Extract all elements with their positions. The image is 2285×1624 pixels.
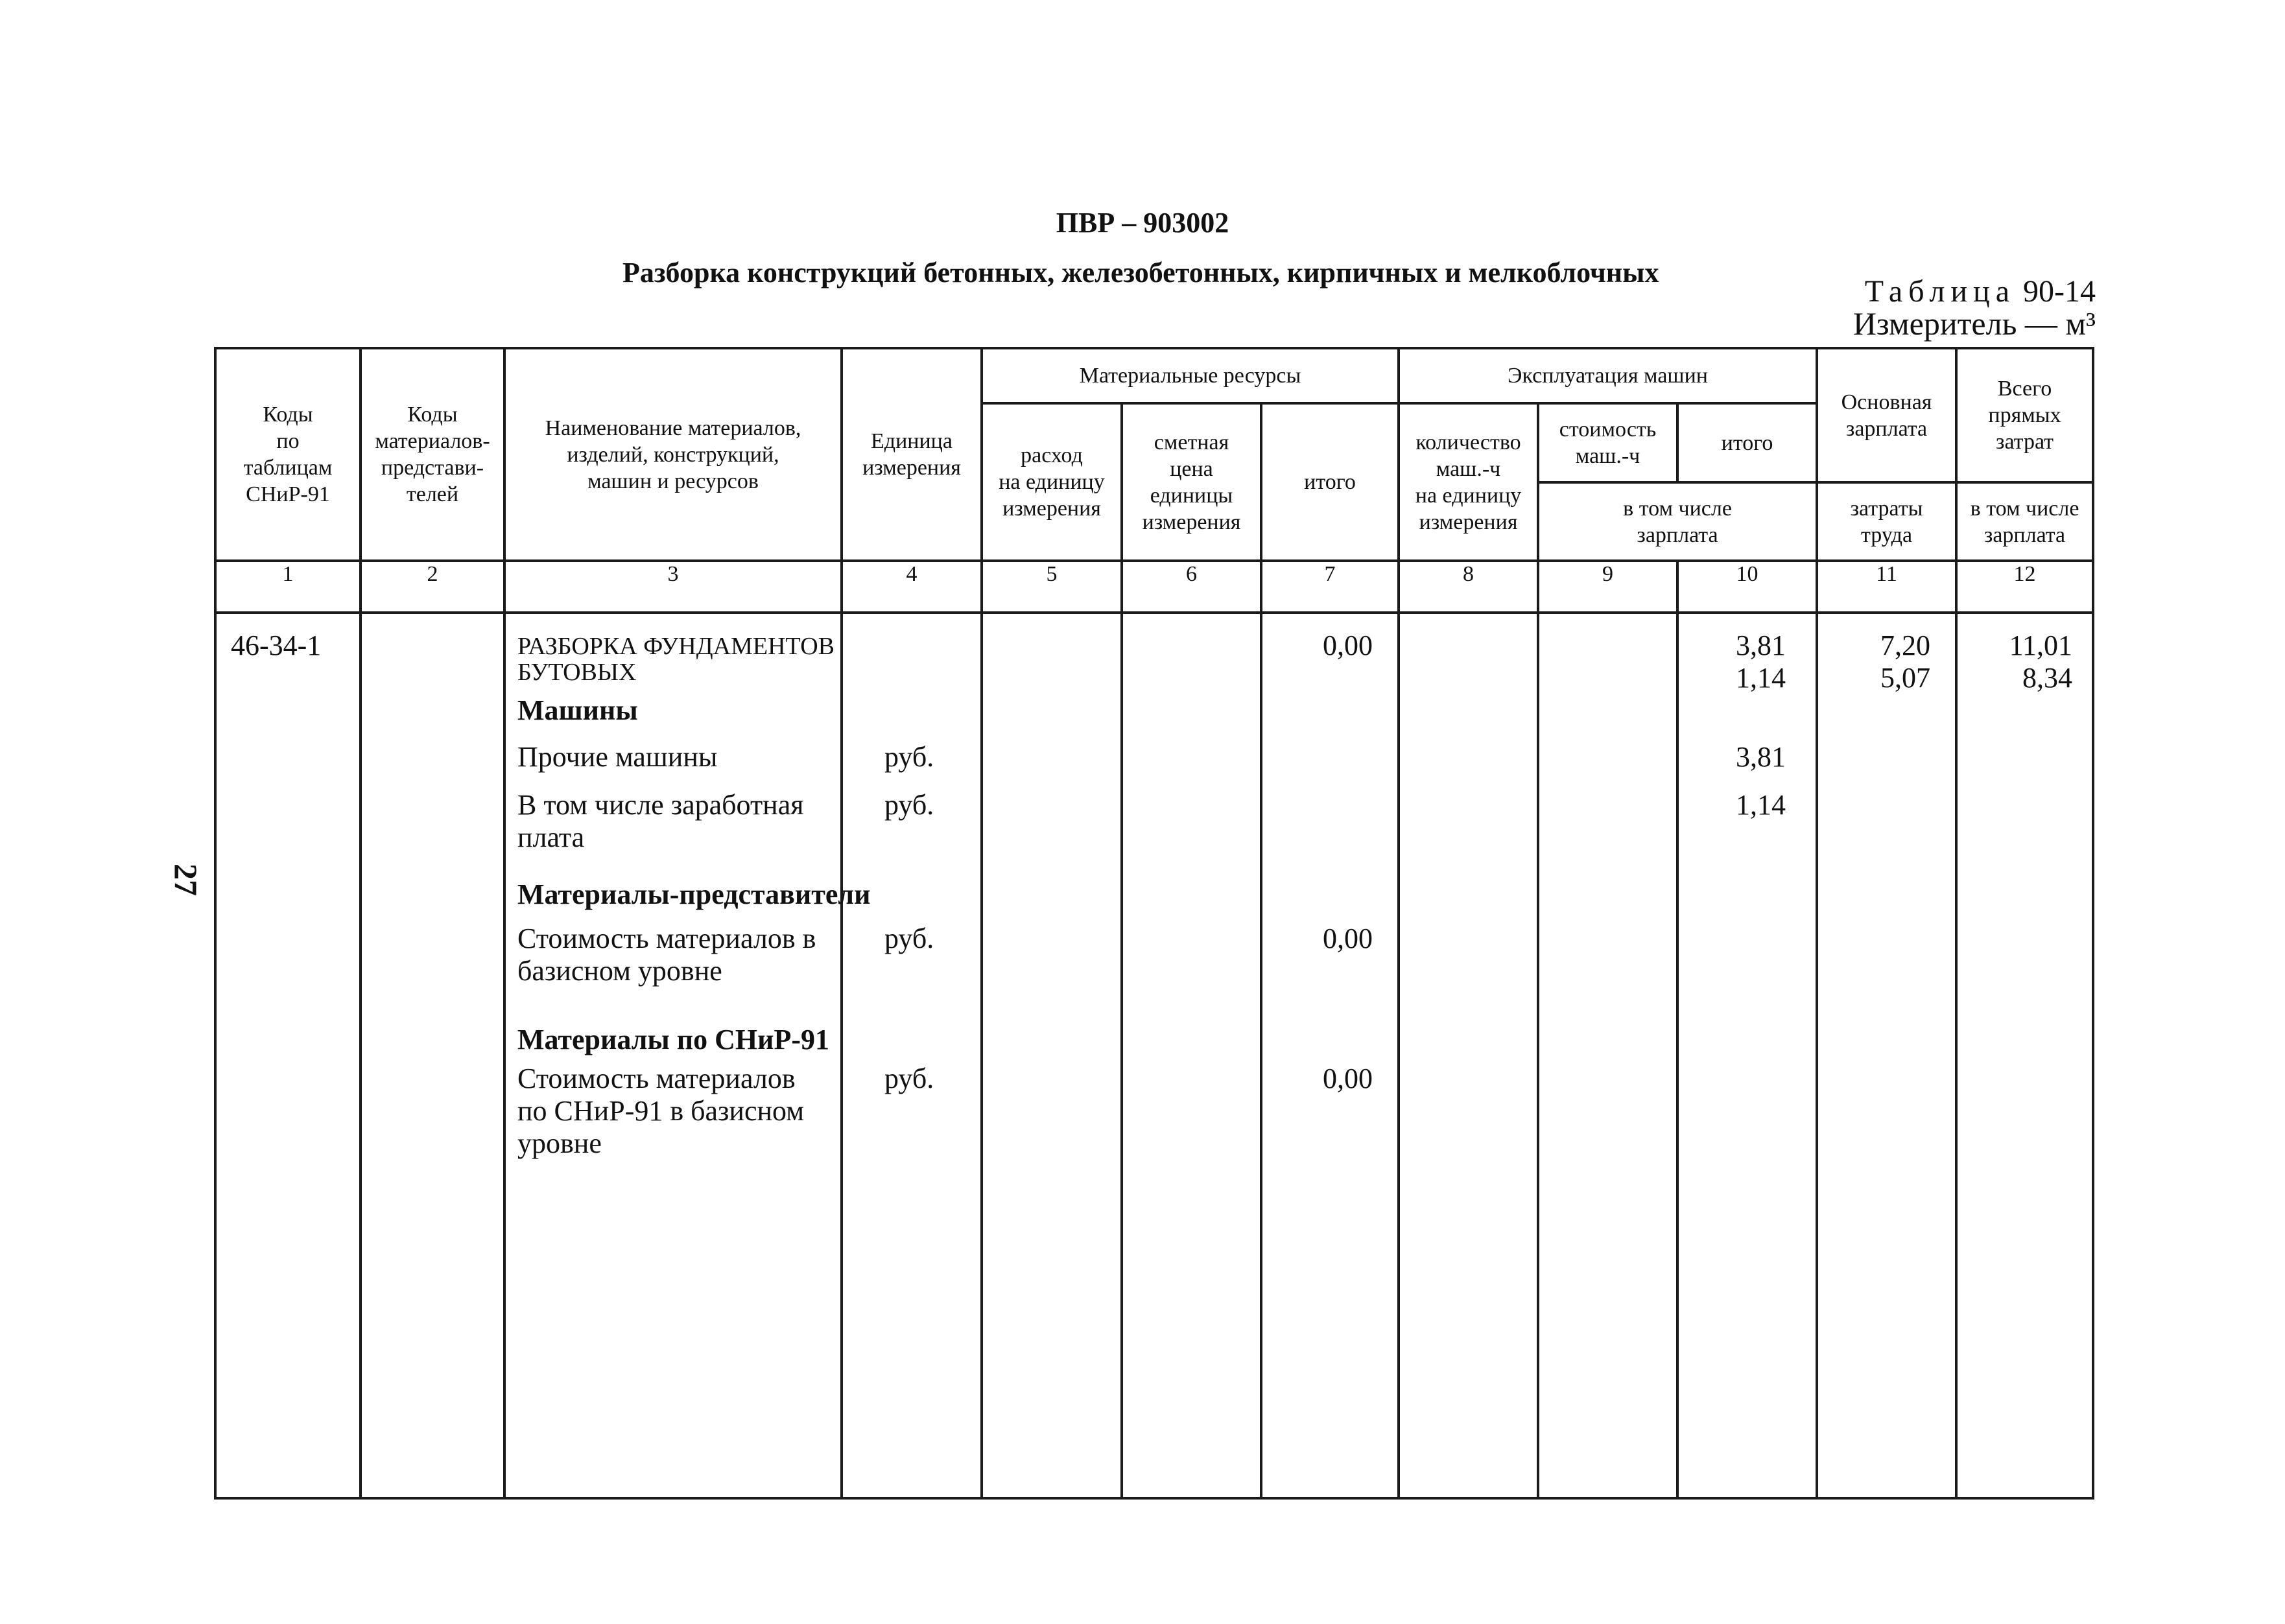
header-codes-snir: Коды по таблицам СНиР-91 [215,348,361,561]
section-representative-materials: Материалы-представители [517,878,871,910]
header-unit: Единица измерения [842,348,982,561]
value-other-machines-total: 3,81 [1736,741,1786,773]
section-snir-materials: Материалы по СНиР-91 [517,1024,830,1055]
value-snir-materials-total: 0,00 [1323,1063,1373,1094]
unit-snir-materials: руб. [884,1063,934,1094]
value-wage-total: 1,14 [1736,789,1786,821]
body-col-units [842,613,982,1498]
table-word: Таблица [1864,274,2016,309]
header-labor-costs: затраты труда [1817,482,1956,561]
header-materials-total: итого [1261,403,1399,561]
value-main-materials-total: 0,00 [1323,630,1373,661]
value-main-total-direct: 11,01 8,34 [2009,630,2073,694]
unit-representative-materials: руб. [884,923,934,954]
header-resource-name: Наименование материалов, изделий, конструкций, машин и ресурсов [504,348,842,561]
header-estimated-price: сметная цена единицы измерения [1122,403,1261,561]
header-base-salary: Основная зарплата [1817,348,1956,482]
header-machines-total: итого [1677,403,1817,482]
position-code: 46-34-1 [231,630,322,661]
table-number: 90-14 [2023,274,2096,309]
section-machines: Машины [517,694,638,726]
measure-unit-label: Измеритель — м³ [1853,305,2096,342]
body-col-materials-total [1261,613,1399,1498]
estimate-table [214,347,2094,1500]
table-label [1865,274,2096,309]
table-body-row [215,613,2093,1498]
header-codes-representatives: Коды материалов- представи- телей [361,348,504,561]
column-number: 5 [982,561,1122,613]
column-number: 3 [504,561,842,613]
body-col-consumption [982,613,1122,1498]
column-number: 1 [215,561,361,613]
column-number: 4 [842,561,982,613]
column-number: 9 [1538,561,1677,613]
unit-wage: руб. [884,789,934,821]
document-subtitle: Разборка конструкций бетонных, железобетонных, кирпичных и мелкоблочных [622,257,1659,288]
column-number: 6 [1122,561,1261,613]
document-title: ПВР – 903002 [1056,207,1229,239]
column-number: 8 [1399,561,1538,613]
body-col-representatives [361,613,504,1498]
item-wage: В том числе заработная плата [517,789,804,853]
header-machine-hour-cost: стоимость маш.-ч [1538,403,1677,482]
body-col-codes [215,613,361,1498]
header-consumption: расход на единицу измерения [982,403,1122,561]
value-main-base-salary: 7,20 5,07 [1880,630,1931,694]
header-total-wage: в том числе зарплата [1956,482,2093,561]
value-main-machines-total: 3,81 1,14 [1736,630,1786,694]
unit-other-machines: руб. [884,741,934,773]
item-representative-materials-cost: Стоимость материалов в базисном уровне [517,923,816,987]
item-main-name: РАЗБОРКА ФУНДАМЕНТОВ БУТОВЫХ [517,633,835,686]
column-number: 7 [1261,561,1399,613]
header-machine-hours: количество маш.-ч на единицу измерения [1399,403,1538,561]
header-machines-wage: в том числе зарплата [1538,482,1817,561]
item-snir-materials-cost: Стоимость материалов по СНиР-91 в базисном уровне [517,1063,805,1159]
header-material-resources: Материальные ресурсы [982,348,1399,403]
item-other-machines: Прочие машины [517,741,718,773]
body-col-machine-hour-cost [1538,613,1677,1498]
header-total-direct: Всего прямых затрат [1956,348,2093,482]
header-machine-operation: Эксплуатация машин [1399,348,1817,403]
body-col-machines-total [1677,613,1817,1498]
column-number: 12 [1956,561,2093,613]
column-number: 2 [361,561,504,613]
body-col-names [504,613,871,1498]
body-col-total-direct [1956,613,2093,1498]
page-number: 27 [168,864,204,896]
column-number-row [215,561,2093,613]
body-col-price [1122,613,1261,1498]
column-number: 11 [1817,561,1956,613]
body-col-base-salary [1817,613,1956,1498]
column-number: 10 [1677,561,1817,613]
body-col-machine-hours [1399,613,1538,1498]
value-representative-materials-total: 0,00 [1323,923,1373,954]
